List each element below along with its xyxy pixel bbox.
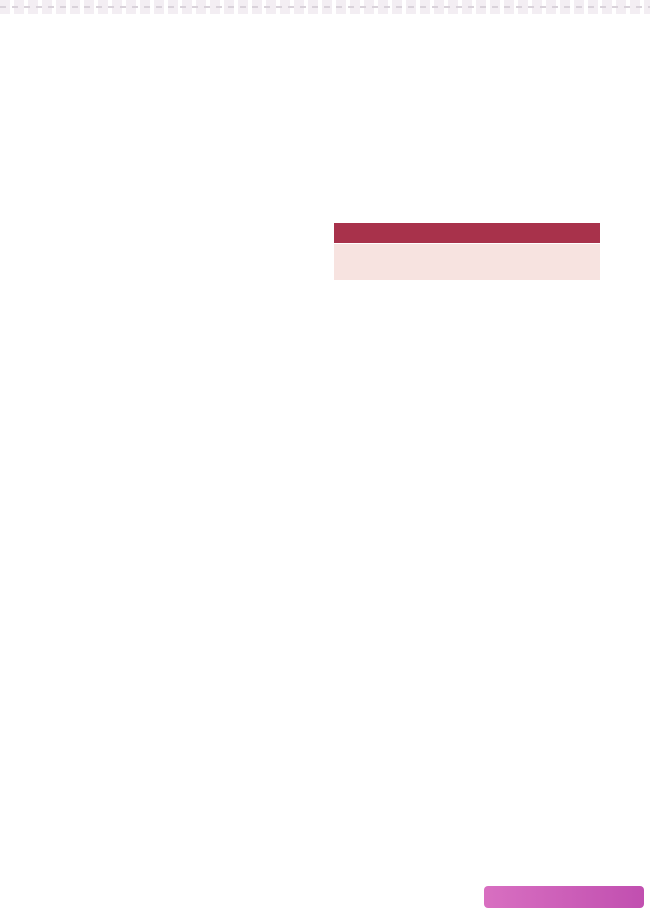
page-number-banner <box>484 886 644 908</box>
